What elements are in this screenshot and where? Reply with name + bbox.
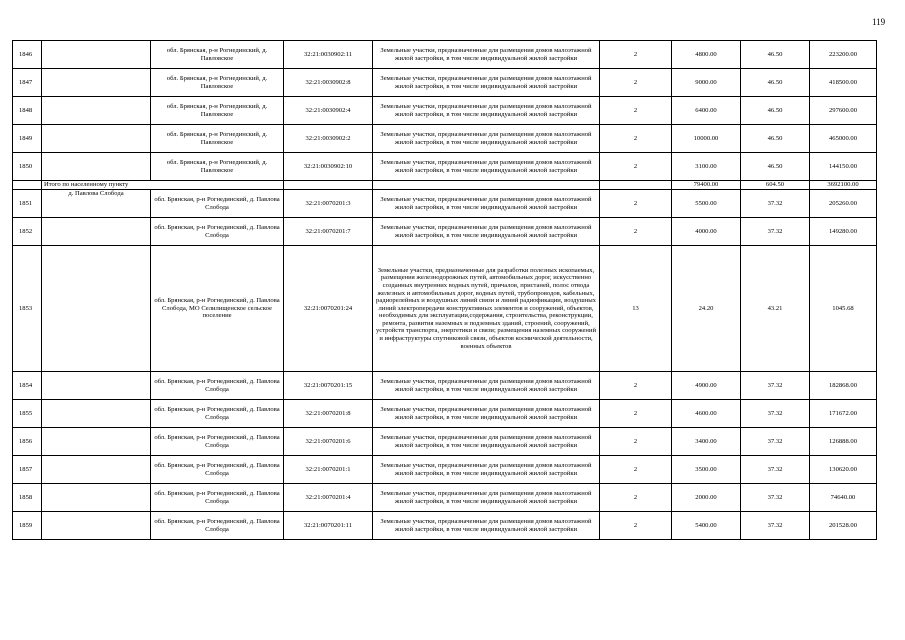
value-cell: 126888.00 (810, 428, 877, 456)
group-cell: 2 (600, 218, 672, 246)
spacer-cell (42, 97, 151, 125)
area-cell: 24.20 (672, 246, 741, 372)
area-cell: 3100.00 (672, 153, 741, 181)
land-use-cell: Земельные участки, предназначенные для размещения домов малоэтажной жилой застройки, в том числе индивидуальной жилой застройки (373, 125, 600, 153)
total-area: 79400.00 (672, 181, 741, 190)
row-number: 1850 (13, 153, 42, 181)
area-cell: 4000.00 (672, 218, 741, 246)
group-cell: 2 (600, 190, 672, 218)
rate-cell: 37.32 (741, 218, 810, 246)
address-cell: обл. Брянская, р-н Рогнединский, д. Павловское (151, 125, 284, 153)
cadastral-number-cell: 32:21:0070201:3 (284, 190, 373, 218)
table-row (13, 512, 877, 540)
group-cell: 2 (600, 372, 672, 400)
area-cell: 5500.00 (672, 190, 741, 218)
land-use-cell: Земельные участки, предназначенные для разработки полезных ископаемых, размещения железнодорожных путей, автомобильных дорог, искусственно созданных внутренних водных путей, причалов, пристаней, полос отвода железных и автомобильных дорог, водных путей, трубопроводов, кабельных, радиорелейных и воздушных линий связи и линий радиофикации, воздушных линий электропередачи конструктивных элементов и сооружений, объектов, необходимых для эксплуатации,содержания, строительства, реконструкции, ремонта, развития наземных и подземных зданий, строений, сооружений, устройств транспорта, энергетики и связи; размещения наземных сооружений и инфраструктуры спутниковой связи, объектов космической деятельности, военных объектов (373, 246, 600, 372)
value-cell: 182868.00 (810, 372, 877, 400)
area-cell: 4800.00 (672, 41, 741, 69)
table-row (13, 41, 877, 69)
area-cell: 6400.00 (672, 97, 741, 125)
spacer-cell (42, 372, 151, 400)
group-cell: 2 (600, 153, 672, 181)
row-number: 1852 (13, 218, 42, 246)
cadastral-number-cell: 32:21:0070201:24 (284, 246, 373, 372)
land-use-cell: Земельные участки, предназначенные для размещения домов малоэтажной жилой застройки, в том числе индивидуальной жилой застройки (373, 400, 600, 428)
cadastral-number-cell: 32:21:0070201:8 (284, 400, 373, 428)
rate-cell: 46.50 (741, 69, 810, 97)
value-cell: 223200.00 (810, 41, 877, 69)
page-number: 119 (872, 17, 886, 27)
address-cell: обл. Брянская, р-н Рогнединский, д. Павловское (151, 69, 284, 97)
value-cell: 149280.00 (810, 218, 877, 246)
area-cell: 4900.00 (672, 372, 741, 400)
value-cell: 205260.00 (810, 190, 877, 218)
land-use-cell: Земельные участки, предназначенные для размещения домов малоэтажной жилой застройки, в том числе индивидуальной жилой застройки (373, 456, 600, 484)
land-use-cell: Земельные участки, предназначенные для размещения домов малоэтажной жилой застройки, в том числе индивидуальной жилой застройки (373, 41, 600, 69)
spacer-cell (42, 41, 151, 69)
table-row (13, 484, 877, 512)
rate-cell: 46.50 (741, 153, 810, 181)
cadastral-number-cell: 32:21:0030902:10 (284, 153, 373, 181)
area-cell: 2000.00 (672, 484, 741, 512)
rate-cell: 43.21 (741, 246, 810, 372)
spacer-cell (13, 181, 42, 190)
area-cell: 4600.00 (672, 400, 741, 428)
row-number: 1851 (13, 190, 42, 218)
cadastral-number-cell: 32:21:0070201:1 (284, 456, 373, 484)
cadastral-number-cell: 32:21:0070201:4 (284, 484, 373, 512)
land-use-cell: Земельные участки, предназначенные для размещения домов малоэтажной жилой застройки, в том числе индивидуальной жилой застройки (373, 428, 600, 456)
rate-cell: 37.32 (741, 428, 810, 456)
address-cell: обл. Брянская, р-н Рогнединский, д. Павлова Слобода (151, 428, 284, 456)
group-cell: 13 (600, 246, 672, 372)
value-cell: 1045.68 (810, 246, 877, 372)
spacer-cell (42, 246, 151, 372)
total-rate: 604.50 (741, 181, 810, 190)
table-row (13, 456, 877, 484)
table-row (13, 97, 877, 125)
group-cell: 2 (600, 41, 672, 69)
spacer-cell (42, 484, 151, 512)
table-row (13, 400, 877, 428)
area-cell: 10000.00 (672, 125, 741, 153)
settlement-name: д. Павлова Слобода (42, 190, 151, 218)
address-cell: обл. Брянская, р-н Рогнединский, д. Павлова Слобода (151, 400, 284, 428)
value-cell: 144150.00 (810, 153, 877, 181)
address-cell: обл. Брянская, р-н Рогнединский, д. Павловское (151, 41, 284, 69)
group-cell: 2 (600, 512, 672, 540)
rate-cell: 46.50 (741, 41, 810, 69)
table-row (13, 190, 877, 218)
area-cell: 3500.00 (672, 456, 741, 484)
table-row (13, 69, 877, 97)
group-cell: 2 (600, 456, 672, 484)
address-cell: обл. Брянская, р-н Рогнединский, д. Павлова Слобода (151, 372, 284, 400)
group-cell: 2 (600, 428, 672, 456)
cadastral-number-cell: 32:21:0070201:7 (284, 218, 373, 246)
address-cell: обл. Брянская, р-н Рогнединский, д. Павлова Слобода (151, 190, 284, 218)
value-cell: 465000.00 (810, 125, 877, 153)
area-cell: 5400.00 (672, 512, 741, 540)
row-number: 1855 (13, 400, 42, 428)
address-cell: обл. Брянская, р-н Рогнединский, д. Павловское (151, 153, 284, 181)
table-row (13, 125, 877, 153)
total-label: Итого по населенному пункту (42, 181, 284, 190)
spacer-cell (373, 181, 600, 190)
cadastral-number-cell: 32:21:0070201:11 (284, 512, 373, 540)
spacer-cell (42, 400, 151, 428)
cadastral-number-cell: 32:21:0030902:11 (284, 41, 373, 69)
spacer-cell (42, 428, 151, 456)
land-use-cell: Земельные участки, предназначенные для размещения домов малоэтажной жилой застройки, в том числе индивидуальной жилой застройки (373, 190, 600, 218)
address-cell: обл. Брянская, р-н Рогнединский, д. Павлова Слобода, МО Селилищенское сельское поселение (151, 246, 284, 372)
area-cell: 9000.00 (672, 69, 741, 97)
table-row (13, 218, 877, 246)
spacer-cell (42, 456, 151, 484)
group-cell: 2 (600, 69, 672, 97)
group-cell: 2 (600, 97, 672, 125)
row-number: 1858 (13, 484, 42, 512)
land-use-cell: Земельные участки, предназначенные для размещения домов малоэтажной жилой застройки, в том числе индивидуальной жилой застройки (373, 512, 600, 540)
area-cell: 3400.00 (672, 428, 741, 456)
address-cell: обл. Брянская, р-н Рогнединский, д. Павлова Слобода (151, 484, 284, 512)
value-cell: 130620.00 (810, 456, 877, 484)
address-cell: обл. Брянская, р-н Рогнединский, д. Павловское (151, 97, 284, 125)
value-cell: 418500.00 (810, 69, 877, 97)
rate-cell: 37.32 (741, 400, 810, 428)
cadastral-number-cell: 32:21:0070201:15 (284, 372, 373, 400)
row-number: 1859 (13, 512, 42, 540)
table-row (13, 246, 877, 372)
row-number: 1856 (13, 428, 42, 456)
table-row (13, 372, 877, 400)
rate-cell: 37.32 (741, 456, 810, 484)
rate-cell: 46.50 (741, 97, 810, 125)
cadastral-number-cell: 32:21:0030902:2 (284, 125, 373, 153)
group-cell: 2 (600, 400, 672, 428)
group-cell: 2 (600, 125, 672, 153)
rate-cell: 37.32 (741, 190, 810, 218)
land-use-cell: Земельные участки, предназначенные для размещения домов малоэтажной жилой застройки, в том числе индивидуальной жилой застройки (373, 372, 600, 400)
rate-cell: 37.32 (741, 372, 810, 400)
value-cell: 74640.00 (810, 484, 877, 512)
cadastral-value-table (12, 40, 877, 540)
rate-cell: 46.50 (741, 125, 810, 153)
spacer-cell (42, 153, 151, 181)
spacer-cell (42, 69, 151, 97)
value-cell: 201528.00 (810, 512, 877, 540)
land-use-cell: Земельные участки, предназначенные для размещения домов малоэтажной жилой застройки, в том числе индивидуальной жилой застройки (373, 153, 600, 181)
rate-cell: 37.32 (741, 512, 810, 540)
row-number: 1848 (13, 97, 42, 125)
total-row (13, 181, 877, 190)
cadastral-number-cell: 32:21:0070201:6 (284, 428, 373, 456)
row-number: 1854 (13, 372, 42, 400)
land-use-cell: Земельные участки, предназначенные для размещения домов малоэтажной жилой застройки, в том числе индивидуальной жилой застройки (373, 97, 600, 125)
rate-cell: 37.32 (741, 484, 810, 512)
group-cell: 2 (600, 484, 672, 512)
row-number: 1849 (13, 125, 42, 153)
address-cell: обл. Брянская, р-н Рогнединский, д. Павлова Слобода (151, 456, 284, 484)
spacer-cell (600, 181, 672, 190)
address-cell: обл. Брянская, р-н Рогнединский, д. Павлова Слобода (151, 512, 284, 540)
row-number: 1846 (13, 41, 42, 69)
row-number: 1853 (13, 246, 42, 372)
cadastral-number-cell: 32:21:0030902:4 (284, 97, 373, 125)
spacer-cell (42, 512, 151, 540)
table-row (13, 153, 877, 181)
address-cell: обл. Брянская, р-н Рогнединский, д. Павлова Слобода (151, 218, 284, 246)
table-row (13, 428, 877, 456)
cadastral-number-cell: 32:21:0030902:8 (284, 69, 373, 97)
row-number: 1857 (13, 456, 42, 484)
land-use-cell: Земельные участки, предназначенные для размещения домов малоэтажной жилой застройки, в том числе индивидуальной жилой застройки (373, 69, 600, 97)
value-cell: 171672.00 (810, 400, 877, 428)
land-use-cell: Земельные участки, предназначенные для размещения домов малоэтажной жилой застройки, в том числе индивидуальной жилой застройки (373, 218, 600, 246)
land-use-cell: Земельные участки, предназначенные для размещения домов малоэтажной жилой застройки, в том числе индивидуальной жилой застройки (373, 484, 600, 512)
spacer-cell (42, 125, 151, 153)
value-cell: 297600.00 (810, 97, 877, 125)
row-number: 1847 (13, 69, 42, 97)
spacer-cell (42, 218, 151, 246)
spacer-cell (284, 181, 373, 190)
total-value: 3692100.00 (810, 181, 877, 190)
